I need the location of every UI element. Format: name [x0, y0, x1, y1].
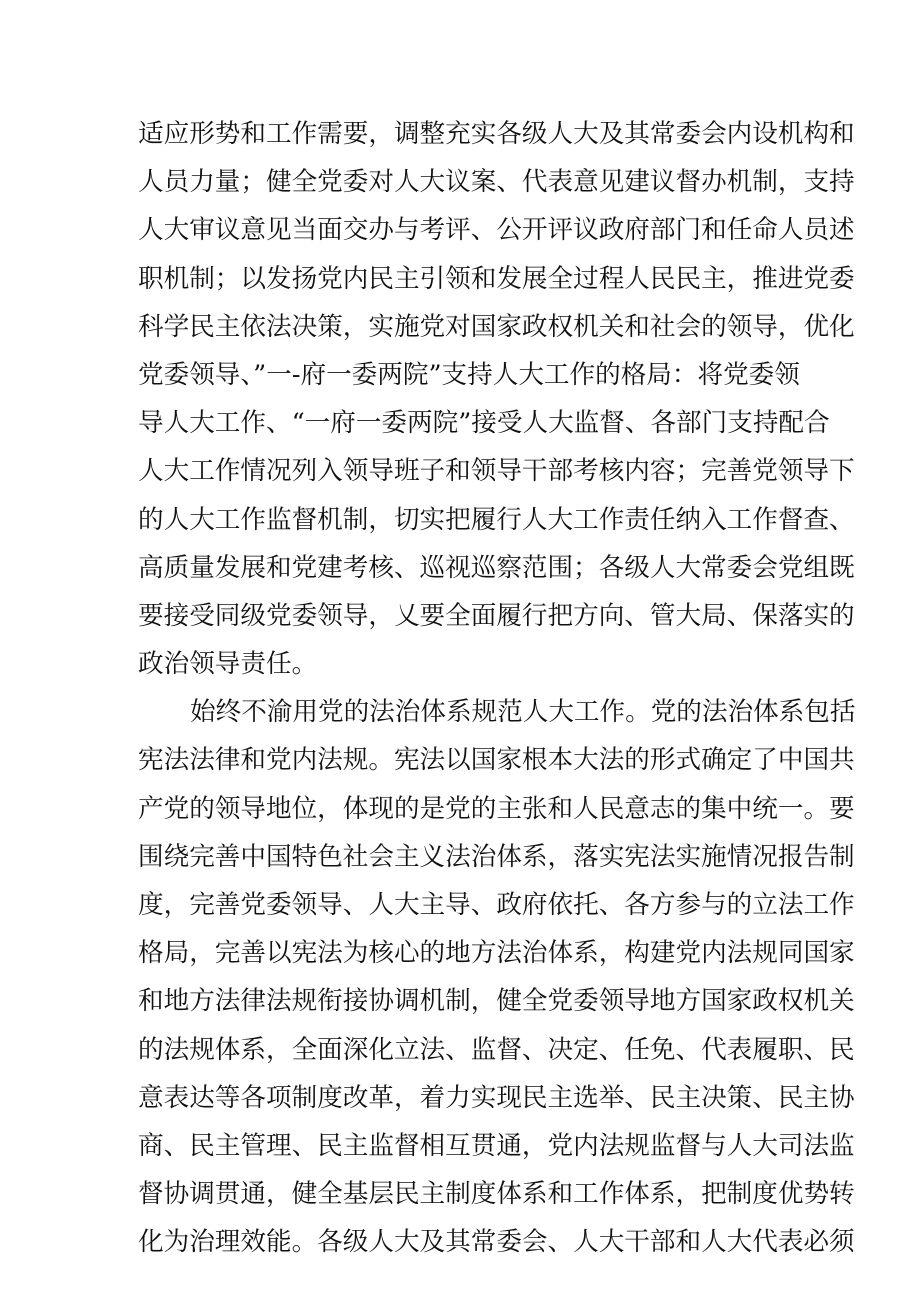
- paragraph-2-line-9: 意表达等各项制度改革，着力实现民主选举、民主决策、民主协: [138, 1082, 855, 1113]
- paragraph-2-line-1: 始终不渝用党的法治体系规范人大工作。党的法治体系包括: [190, 697, 856, 728]
- document-body: [138, 110, 856, 1267]
- paragraph-2-line-3: 产党的领导地位，体现的是党的主张和人民意志的集中统一。要: [138, 793, 855, 824]
- paragraph-1-line-6: 党委领导、”一-府一委两院”支持人大工作的格局：将党委领: [138, 359, 800, 390]
- paragraph-2-line-2: 宪法法律和党内法规。宪法以国家根本大法的形式确定了中国共: [138, 745, 855, 776]
- paragraph-1-line-7: 导人大工作、“一府一委两院”接受人大监督、各部门支持配合: [138, 408, 830, 439]
- paragraph-2-line-7: 和地方法律法规衔接协调机制，健全党委领导地方国家政权机关: [138, 986, 855, 1017]
- paragraph-1-line-5: 科学民主依法决策，实施党对国家政权机关和社会的领导，优化: [138, 311, 855, 342]
- paragraph-1-line-2: 人员力量；健全党委对人大议案、代表意见建议督办机制，支持: [138, 167, 855, 198]
- paragraph-1-line-12: 政治领导责任。: [138, 649, 318, 680]
- paragraph-2-line-5: 度，完善党委领导、人大主导、政府依托、各方参与的立法工作: [138, 890, 855, 920]
- paragraph-1-line-4: 职机制；以发扬党内民主引领和发展全过程人民民主，推进党委: [138, 263, 855, 294]
- paragraph-2-line-12: 化为治理效能。各级人大及其常委会、人大干部和人大代表必须: [138, 1227, 855, 1258]
- paragraph-2-line-11: 督协调贯通，健全基层民主制度体系和工作体系，把制度优势转: [138, 1179, 855, 1210]
- paragraph-2-line-8: 的法规体系，全面深化立法、监督、决定、任免、代表履职、民: [138, 1034, 855, 1065]
- paragraph-1-line-8: 人大工作情况列入领导班子和领导干部考核内容；完善党领导下: [138, 456, 855, 487]
- paragraph-1-line-1: 适应形势和工作需要，调整充实各级人大及其常委会内设机构和: [138, 119, 855, 149]
- paragraph-1-line-10: 高质量发展和党建考核、巡视巡察范围；各级人大常委会党组既: [138, 552, 855, 583]
- paragraph-1-line-9: 的人大工作监督机制，切实把履行人大工作责任纳入工作督查、: [138, 504, 855, 535]
- paragraph-2-line-4: 围绕完善中国特色社会主义法治体系，落实宪法实施情况报告制: [138, 841, 855, 872]
- paragraph-2-line-10: 商、民主管理、民主监督相互贯通，党内法规监督与人大司法监: [138, 1130, 855, 1161]
- paragraph-2-line-6: 格局，完善以宪法为核心的地方法治体系，构建党内法规同国家: [138, 938, 855, 969]
- paragraph-1-line-3: 人大审议意见当面交办与考评、公开评议政府部门和任命人员述: [138, 215, 855, 246]
- paragraph-1-line-11: 要接受同级党委领导，乂要全面履行把方向、管大局、保落实的: [138, 600, 855, 631]
